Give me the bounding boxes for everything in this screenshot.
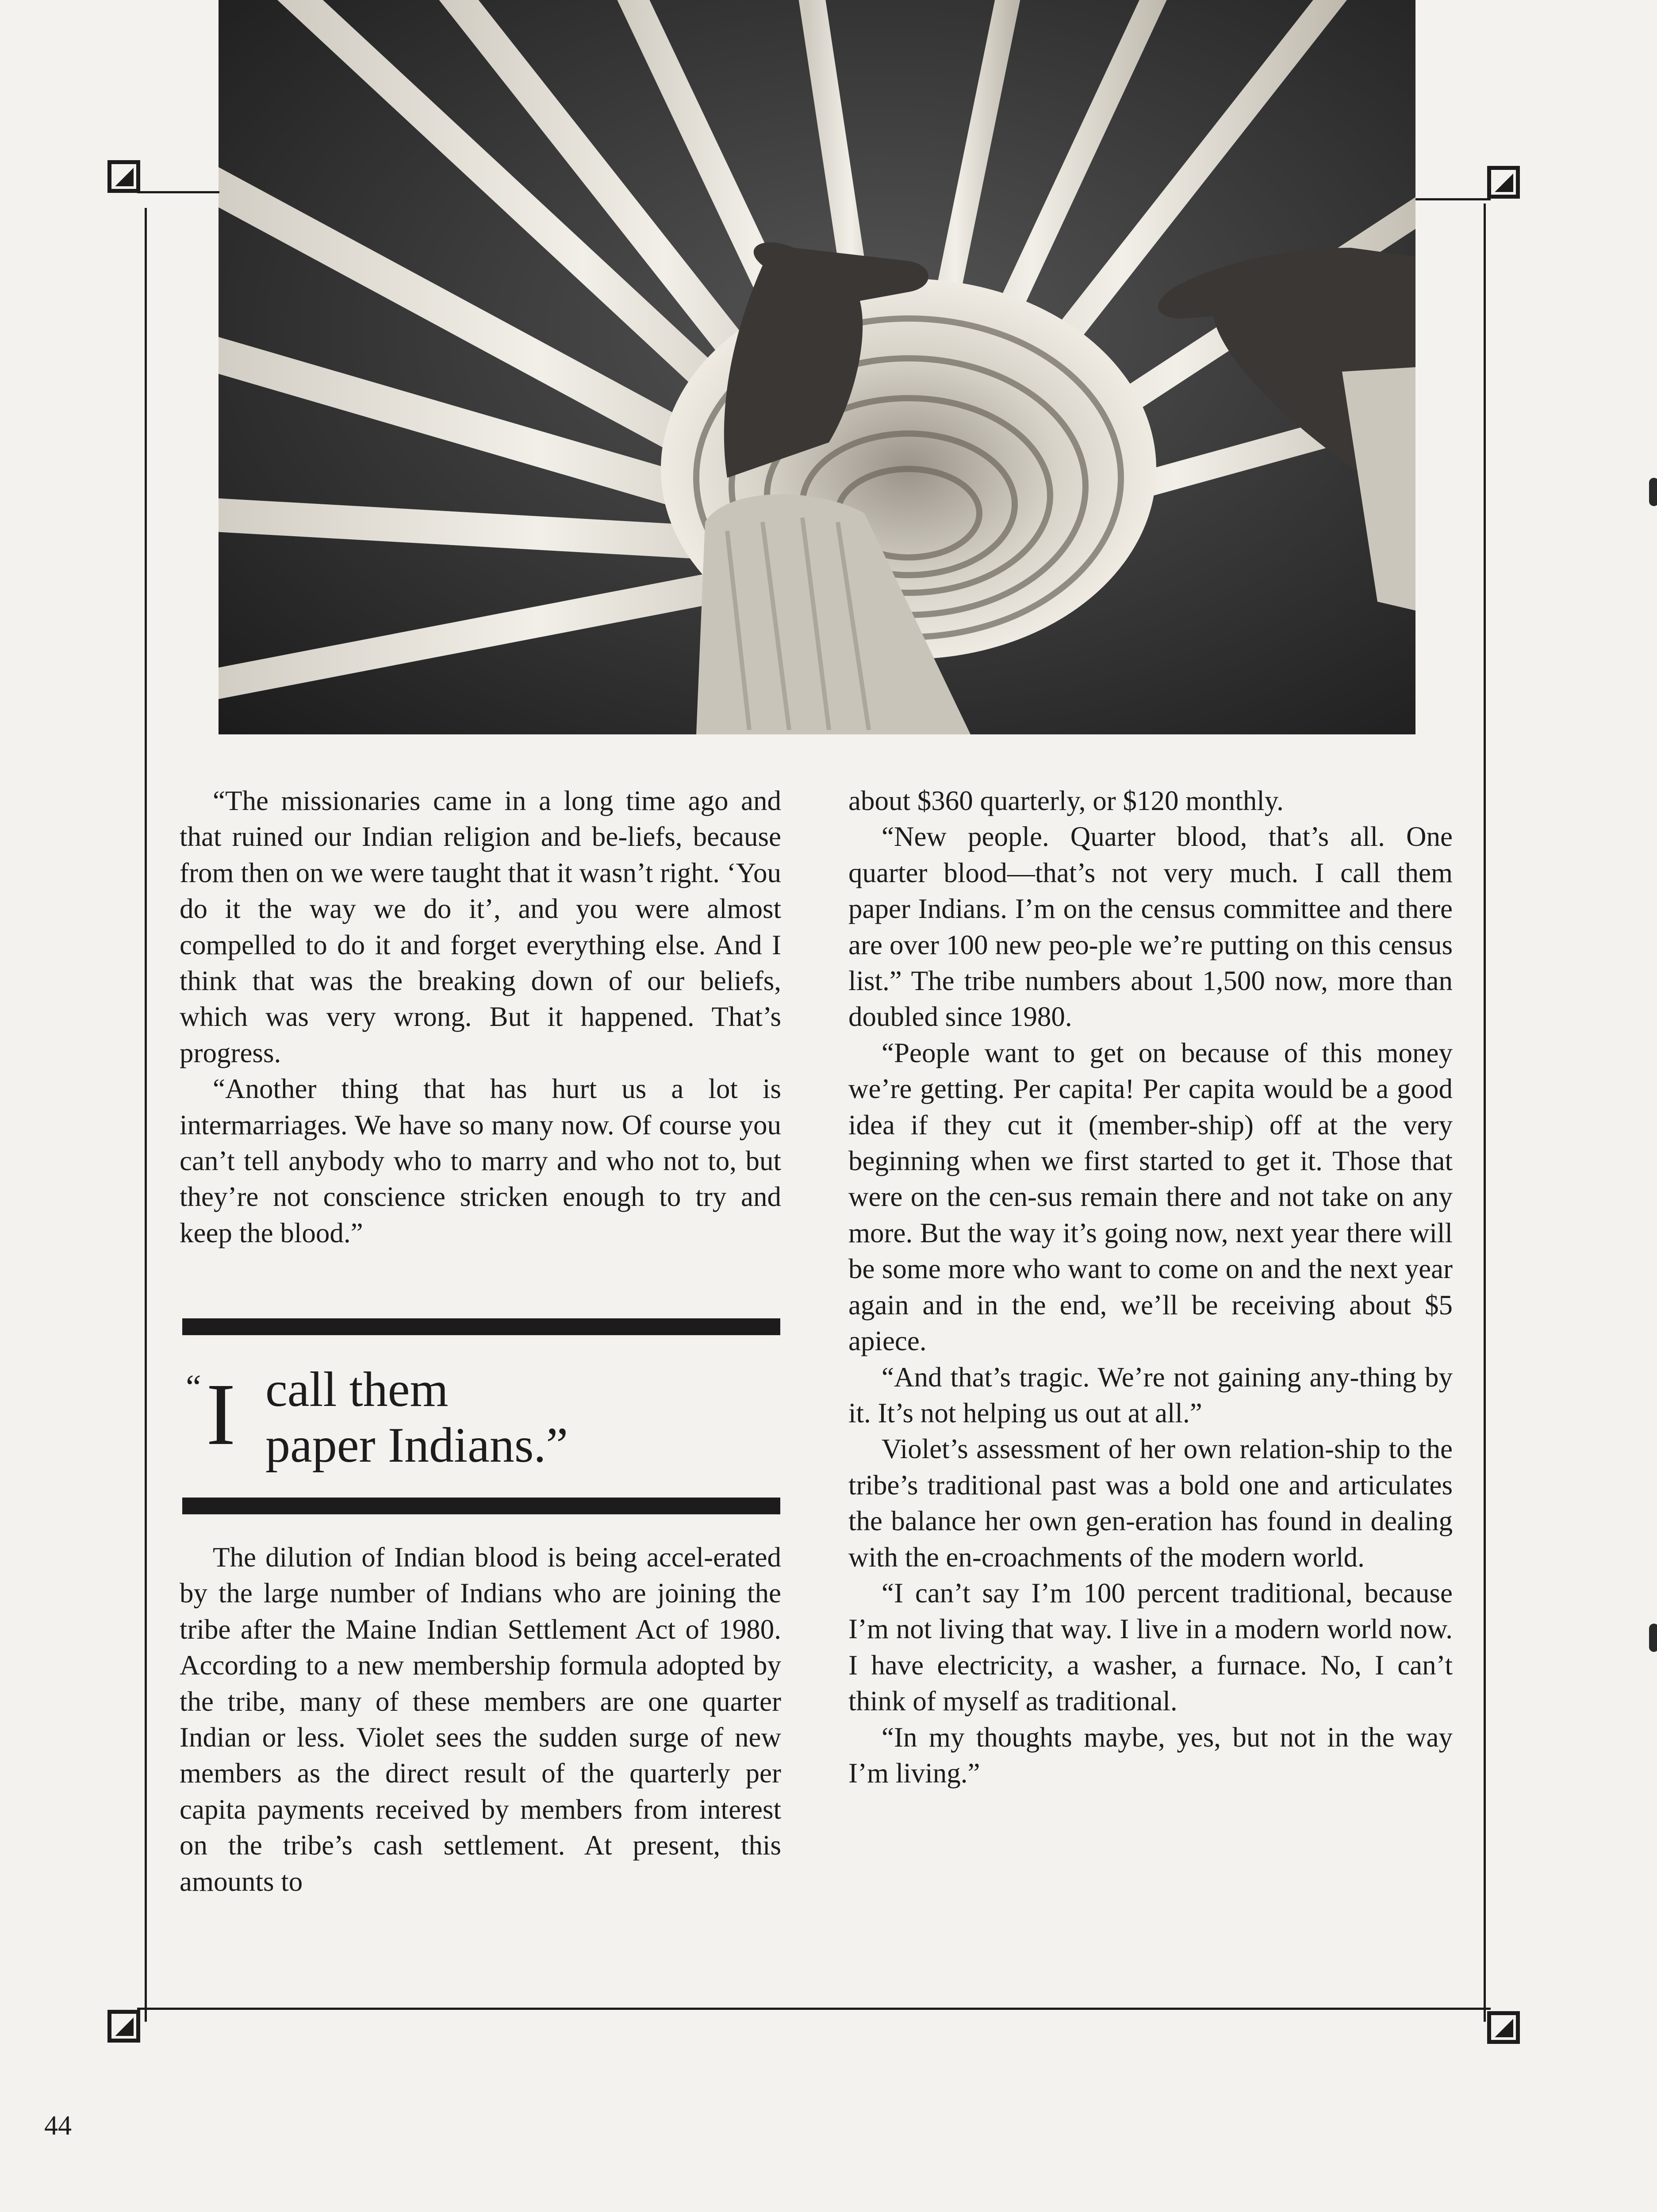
left-column-upper: [180, 783, 781, 1251]
body-paragraph: about $360 quarterly, or $120 monthly.: [848, 785, 1284, 816]
body-paragraph: Violet’s assessment of her own relation-ship to the tribe’s traditional past was a bold one and articulates the balance her own gen-eration has found in dealing with the en-croachments of the modern world.: [848, 1433, 1453, 1573]
body-paragraph: “I can’t say I’m 100 percent traditional, because I’m not living that way. I live in a modern world now. I have electricity, a washer, a furnace. No, I can’t think of myself as traditional.: [848, 1577, 1453, 1717]
corner-ornament-top-right: [1487, 166, 1520, 199]
body-paragraph: “Another thing that has hurt us a lot is intermarriages. We have so many now. Of course you can’t tell anybody who to marry and who not to, but they’re not conscience stricken enough to try and keep the blood.”: [180, 1073, 781, 1248]
pull-quote-top-bar: [182, 1318, 780, 1335]
pull-quote-line-2: paper Indians.”: [265, 1418, 568, 1473]
body-paragraph: “In my thoughts maybe, yes, but not in the way I’m living.”: [848, 1721, 1453, 1789]
frame-right-rule: [1484, 204, 1486, 2022]
binding-mark: [1649, 1624, 1657, 1652]
pull-quote-line-1: call them: [265, 1362, 449, 1417]
corner-ornament-top-left: [107, 160, 140, 193]
body-paragraph: “The missionaries came in a long time ago and that ruined our Indian religion and be-liefs, because from then on we were taught that it wasn’t right. ‘You do it the way we do it’, and you were almost compelled to do it and forget everything else. And I think that was the breaking down of our beliefs, which was very wrong. But it happened. That’s progress.: [180, 785, 781, 1068]
body-paragraph: “People want to get on because of this money we’re getting. Per capita! Per capita would be a good idea if they cut it (member-ship) off at the very beginning when we first started to get it. Those that were on the cen-sus remain there and not take on any more. But the way it’s going now, next year there will be some more who want to come on and the next year again and in the end, we’ll be receiving about $5 apiece.: [848, 1037, 1453, 1357]
right-column: [848, 783, 1453, 1791]
body-paragraph: The dilution of Indian blood is being accel-erated by the large number of Indians who are joining the tribe after the Maine Indian Settlement Act of 1980. According to a new membership formula adopted by the tribe, many of these members are one quarter Indian or less. Violet sees the sudden surge of new members as the direct result of the quarterly per capita payments received by members from interest on the tribe’s cash settlement. At present, this amounts to: [180, 1542, 781, 1897]
pull-quote-initial: I: [206, 1366, 236, 1463]
frame-top-left-rule: [137, 191, 219, 193]
page-number: 44: [44, 2111, 72, 2141]
corner-ornament-bottom-right: [1487, 2011, 1520, 2044]
frame-left-rule: [145, 208, 147, 2022]
pull-quote: [186, 1354, 779, 1486]
photo-illustration: [219, 0, 1415, 734]
body-paragraph: “And that’s tragic. We’re not gaining any-thing by it. It’s not helping us out at all.”: [848, 1361, 1453, 1429]
body-paragraph: “New people. Quarter blood, that’s all. One quarter blood—that’s not very much. I call them paper Indians. I’m on the census committee and there are over 100 new peo-ple we’re putting on this census list.” The tribe numbers about 1,500 now, more than doubled since 1980.: [848, 821, 1453, 1033]
pull-quote-bottom-bar: [182, 1498, 780, 1514]
left-column-lower: [180, 1540, 781, 1900]
binding-mark: [1649, 478, 1657, 506]
corner-ornament-bottom-left: [107, 2010, 140, 2043]
basket-weaving-photo: [219, 0, 1415, 734]
frame-bottom-rule: [137, 2008, 1491, 2010]
pull-quote-open-mark: “: [186, 1367, 201, 1406]
frame-top-right-rule: [1415, 198, 1491, 200]
